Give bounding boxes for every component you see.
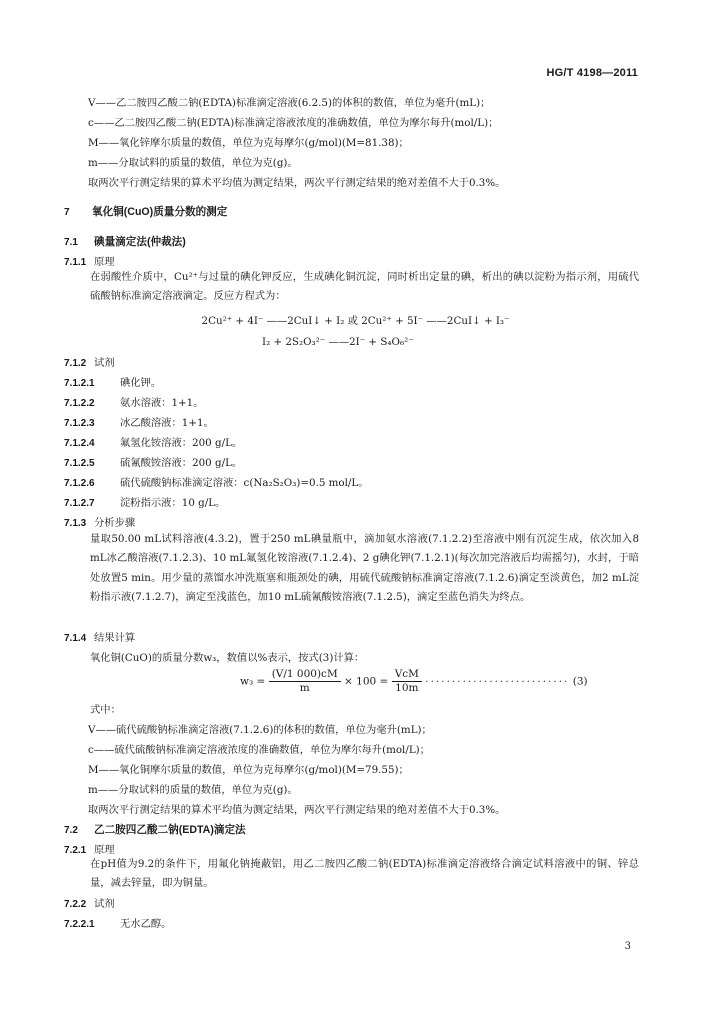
section-number: 7.1.1 bbox=[64, 257, 87, 268]
section-number: 7.2 bbox=[64, 825, 78, 836]
principle-paragraph: 在pH值为9.2的条件下，用氟化钠掩蔽铝，用乙二胺四乙酸二钠(EDTA)标准滴定溶液络合滴定试料溶液中的铜、锌总量，减去锌量，即为铜量。 bbox=[90, 858, 639, 890]
section-7-2-heading bbox=[64, 823, 639, 838]
section-number: 7.1 bbox=[64, 237, 78, 248]
reagent-item: 7.1.2.7 淀粉指示液：10 g/L。 bbox=[64, 497, 226, 509]
reagent-item: 7.1.2.2 氨水溶液：1+1。 bbox=[64, 397, 204, 409]
leader-dots: ··························· bbox=[425, 675, 570, 688]
variable-definition: V——乙二胺四乙酸二钠(EDTA)标准滴定溶液(6.2.5)的体积的数值，单位为毫升(mL)； bbox=[88, 97, 491, 109]
section-7-heading bbox=[64, 205, 639, 220]
calculation-intro: 氧化铜(CuO)的质量分数w₃，数值以%表示，按式(3)计算： bbox=[90, 652, 365, 664]
section-title: 原理 bbox=[94, 844, 115, 856]
page-number: 3 bbox=[624, 941, 631, 952]
item-number: 7.2.2.1 bbox=[64, 919, 95, 930]
standard-code: HG/T 4198—2011 bbox=[546, 67, 638, 79]
variable-definition: M——氧化锌摩尔质量的数值，单位为克每摩尔(g/mol)(M=81.38)； bbox=[88, 137, 409, 149]
section-number: 7.1.2 bbox=[64, 358, 87, 369]
section-number: 7.1.4 bbox=[64, 633, 87, 644]
formula-fraction: $\frac{(V/1 000)cM}{m}$ bbox=[269, 668, 341, 695]
conclusion-text: 取两次平行测定结果的算术平均值为测定结果，两次平行测定结果的绝对差值不大于0.3%。 bbox=[88, 177, 506, 189]
variable-definition: V——硫代硫酸钠标准滴定溶液(7.1.2.6)的体积的数值，单位为毫升(mL)； bbox=[88, 724, 432, 736]
section-title: 试剂 bbox=[94, 898, 115, 910]
section-title: 试剂 bbox=[94, 357, 115, 369]
section-number: 7.2.1 bbox=[64, 845, 87, 856]
principle-paragraph: 在弱酸性介质中，Cu²⁺与过量的碘化钾反应，生成碘化铜沉淀，同时析出定量的碘，析出的碘以淀粉为指示剂，用硫代硫酸钠标准滴定溶液滴定。反应方程式为： bbox=[90, 271, 639, 303]
reagent-item: 7.1.2.1 碘化钾。 bbox=[64, 377, 162, 389]
formula-fraction: $\frac{\text{VcM}}{10m}$ bbox=[392, 668, 422, 695]
variable-definition: m——分取试料的质量的数值，单位为克(g)。 bbox=[88, 784, 298, 796]
reagent-item: 7.1.2.4 氟氢化铵溶液：200 g/L。 bbox=[64, 437, 243, 449]
reagent-item: 7.1.2.5 硫氰酸铵溶液：200 g/L。 bbox=[64, 457, 243, 469]
reagent-item: 7.1.2.6 硫代硫酸钠标准滴定溶液：c(Na₂S₂O₃)=0.5 mol/L。 bbox=[64, 477, 369, 489]
variable-definition: c——乙二胺四乙酸二钠(EDTA)标准滴定溶液浓度的准确数值，单位为摩尔每升(mol/L)； bbox=[88, 117, 499, 129]
reagent-item: 7.1.2.3 冰乙酸溶液：1+1。 bbox=[64, 417, 214, 429]
section-7-1-heading bbox=[64, 235, 639, 250]
procedure-paragraph: 量取50.00 mL试料溶液(4.3.2)，置于250 mL碘量瓶中，滴加氨水溶液(7.1.2.2)至溶液中刚有沉淀生成，依次加入8 mL冰乙酸溶液(7.1.2.3)、10 mL氟氢化铵溶液(7.1.2.4)、2 g碘化钾(7.1.2.1)(每次加完溶液后均需摇匀)，水封，于暗处放置5 min。用少量的蒸馏水冲洗瓶塞和瓶颈处的碘，用硫代硫酸钠标准滴定溶液(7.1.2.6)滴定至淡黄色，加2 mL淀粉指示液(7.1.2.7)，滴定至浅蓝色，加10 mL硫氰酸铵溶液(7.1.2.5)，滴定至蓝色消失为终点。 bbox=[90, 533, 639, 604]
item-text: 无水乙醇。 bbox=[120, 918, 172, 930]
section-number: 7 bbox=[64, 207, 70, 218]
conclusion-text: 取两次平行测定结果的算术平均值为测定结果，两次平行测定结果的绝对差值不大于0.3%。 bbox=[88, 804, 506, 816]
section-title: 结果计算 bbox=[94, 632, 136, 644]
section-7-1-4-heading bbox=[64, 631, 639, 646]
section-title: 乙二胺四乙酸二钠(EDTA)滴定法 bbox=[94, 824, 246, 836]
where-label: 式中： bbox=[90, 704, 121, 716]
reaction-equation: 2Cu²⁺ + 4I⁻ ——2CuI↓ + I₂ 或 2Cu²⁺ + 5I⁻ ——2CuI↓ + I₃⁻ bbox=[201, 315, 510, 327]
section-7-2-2-heading bbox=[64, 897, 639, 912]
section-title: 原理 bbox=[94, 256, 115, 268]
variable-definition: c——硫代硫酸钠标准滴定溶液浓度的准确数值，单位为摩尔每升(mol/L)； bbox=[88, 744, 430, 756]
formula-operator: × 100 = bbox=[344, 675, 389, 688]
formula-label: (3) bbox=[572, 675, 588, 688]
variable-definition: M——氧化铜摩尔质量的数值，单位为克每摩尔(g/mol)(M=79.55)； bbox=[88, 764, 409, 776]
formula-lhs: w₃ = bbox=[240, 675, 266, 688]
variable-definition: m——分取试料的质量的数值，单位为克(g)。 bbox=[88, 157, 298, 169]
reaction-equation: I₂ + 2S₂O₃²⁻ ——2I⁻ + S₄O₆²⁻ bbox=[262, 336, 414, 348]
section-number: 7.2.2 bbox=[64, 899, 87, 910]
formula-3 bbox=[240, 668, 639, 695]
reagent-item bbox=[64, 917, 639, 932]
section-title: 碘量滴定法(仲裁法) bbox=[94, 236, 186, 248]
section-title: 氧化铜(CuO)质量分数的测定 bbox=[92, 206, 228, 218]
section-7-1-2-heading bbox=[64, 356, 639, 371]
section-7-1-3-heading bbox=[64, 516, 639, 531]
section-number: 7.1.3 bbox=[64, 518, 87, 529]
section-title: 分析步骤 bbox=[94, 517, 136, 529]
